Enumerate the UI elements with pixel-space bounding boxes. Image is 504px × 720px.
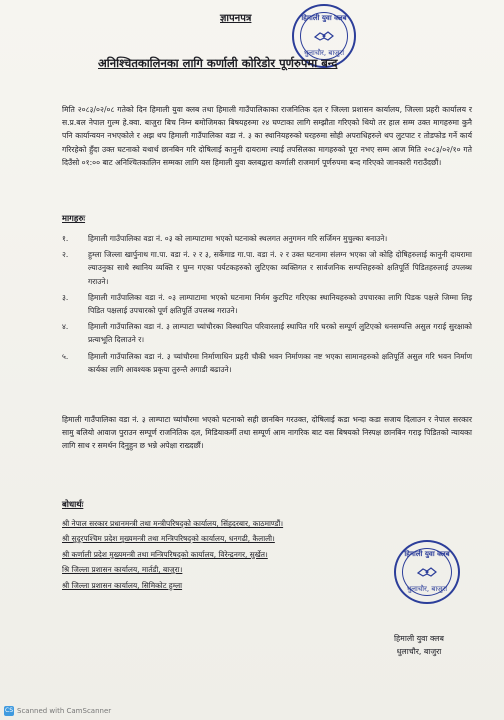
cc-recipient: श्री सुदूरपश्चिम प्रदेश मुख्यमन्त्री तथा मन्त्रिपरिषद्को कार्यालय, धनगढी, कैलाली। bbox=[62, 534, 275, 544]
demand-number: ५. bbox=[62, 351, 69, 361]
demand-text: हुम्ला जिल्ला खार्पुनाथ गा.पा. वडा नं. २ र ३, सर्केगाड गा.पा. वडा नं. २ र उक्त घटनामा संलग्न भएका जो कोहि दोषिहरुलाई कानुनी दायरामा ल्याउनुका साथै स्थानिय व्यक्ति र घुम्न गएका पर्यटकहरुको लुटिएका व्यक्तिगत र सार्वजनिक सम्पत्तिहरुको क्षतिपूर्ति पिडितहरुलाई उपलब्ध गराउने। bbox=[88, 250, 472, 286]
demand-number: ४. bbox=[62, 322, 69, 332]
cc-recipient: श्रि जिल्ला प्रशासन कार्यालय, मार्तडी, बाजुरा। bbox=[62, 565, 183, 575]
stamp-bottom-text: धुलाचौर, बाजुरा bbox=[406, 585, 448, 593]
scanner-watermark bbox=[4, 706, 111, 716]
demand-item bbox=[62, 320, 472, 346]
cc-recipient: श्री जिल्ला प्रशासन कार्यालय, सिमिकोट हुम्ला bbox=[62, 580, 183, 590]
club-stamp-bottom bbox=[394, 540, 460, 604]
document-title-text: अनिश्चितकालिनका लागि कर्णाली कोरिडोर पूर्णरुपमा बन्द bbox=[98, 56, 338, 70]
notice-label: ज्ञापनपत्र bbox=[220, 13, 252, 24]
demand-item bbox=[62, 248, 472, 288]
cc-recipient: श्री कर्णाली प्रदेश मुख्यमन्त्री तथा मन्त्रिपरिषद्को कार्यालय, विरेन्द्रनगर, सुर्खेत। bbox=[62, 549, 268, 559]
demand-number: १. bbox=[62, 234, 69, 243]
demands-list bbox=[62, 232, 472, 379]
signature-address: धुलाचौर, बाजुरा bbox=[396, 646, 442, 656]
signature-org: हिमाली युवा क्लब bbox=[394, 634, 444, 643]
cc-recipient: श्री नेपाल सरकार प्रधानमन्त्री तथा मन्त्रीपरिषद्को कार्यालय, सिंहदरबार, काठमाण्डौं। bbox=[62, 519, 284, 528]
cc-list bbox=[62, 516, 283, 593]
demand-number: ३. bbox=[62, 292, 69, 302]
scanner-text: Scanned with CamScanner bbox=[17, 707, 112, 715]
stamp-bottom-text: धुलाचौर, बाजुरा bbox=[303, 49, 345, 57]
camscanner-icon: CS bbox=[5, 707, 13, 714]
cc-heading: बोधार्थः bbox=[62, 499, 84, 509]
stamp-top-text: हिमाली युवा क्लब bbox=[404, 550, 450, 558]
demand-text: हिमाली गाउँपालिका वडा नं. ३ च्यांचौरमा निर्माणाधिन प्रहरी चौकी भवन निर्माणका नष्ट भएका सामानहरुको क्षतिपूर्ति असुल गरि भवन निर्माण कार्यका लागि आवश्यक प्रकृया तुरुन्तै अगाडी बढाउने। bbox=[88, 351, 472, 374]
demand-text: हिमाली गाउँपालिका वडा नं. ०३ को लाम्पाटामा भएको घटनाको स्थलगत अनुगमन गरि सर्जिमन मुचुल्का बनाउने। bbox=[88, 234, 388, 243]
document-title bbox=[98, 56, 337, 71]
stamp-top-text: हिमाली युवा क्लब bbox=[301, 14, 347, 22]
demand-number: २. bbox=[62, 250, 69, 260]
demand-item bbox=[62, 232, 472, 245]
signature-block bbox=[394, 633, 444, 658]
demand-text: हिमाली गाउँपालिका वडा नं. ०३ लाम्पाटामा भएको घटनामा निर्मम कुटपिट गरिएका स्थानियहरुको उपचारका लागि पिडक पक्षले जिम्मा लिइ पिडित पक्षलाई उपचारको पूर्ण क्षतिपूर्ति उपलब्ध गराउने। bbox=[88, 292, 472, 316]
demand-item bbox=[62, 291, 472, 317]
appeal-paragraph: हिमाली गाउँपालिका वडा नं. ३ लाम्पाटा च्यांचौरमा भएको घटनाको सही छानबिन गरउक्त, दोषिलाई कडा भन्दा कडा सजाय दिलाउन र नेपाल सरकार सामु बलियो आवाज पुराउन सम्पूर्ण राजनितिक दल, मिडियाकर्मी तथा सम्पूर्ण आम नागरिक बाट यस बिषयको निस्पक्ष छानबिन गराइ पिडितको न्यायका लागि साथ र समर्थन दिनुहुन छ भन्ने अपेक्षा राख्दछौं। bbox=[62, 414, 472, 451]
handshake-icon bbox=[417, 565, 437, 579]
demand-item bbox=[62, 350, 472, 376]
demands-heading: मागहरुः bbox=[62, 213, 86, 223]
intro-paragraph: मिति २०८३/०२/०८ गतेको दिन हिमाली युवा क्लब तथा हिमाली गाउँपालिकाका राजनितिक दल र जिल्ला प्रशासन कार्यालय, जिल्ला प्रहरी कार्यालय र स.प्र.बल नेपाल गुल्म हे.क्वा. बाजुरा बिच निम्न बमोजिमका बिषयहरुमा २४ घण्टाका लागि सम्झौता गरिएको थियो तर हाल सम्म उक्त मागहरुमा कुनै पनि कार्यान्वयन नभएकोले र अझ थप हिमाली गाउँपालिका वडा नं. ३ का स्थानियहरुको घरहरुमा सोही अपराधिहरुले थप लुटपाट र तोडफोड गर्ने कार्य गरिरहेको हुँदा उक्त घटनाको यथार्थ छानबिन गरि दोषिलाई कानुनी दायरामा ल्याई तपसिलका मागहरुको पूरा नभए सम्म आज मिति २०८३/०२/१० गते दिउँसो ०१:०० बाट अनिश्चितकालिन सम्मका लागि यस हिमाली युवा क्लबद्वारा कर्णाली राजमार्ग पूर्णरुपमा बन्द गरिएको जानकारी गराउँदछौं। bbox=[62, 104, 472, 168]
handshake-icon bbox=[314, 29, 334, 43]
demand-text: हिमाली गाउँपालिका वडा नं. ३ लाम्पाटा च्यांचौरका विस्थापित परिवारलाई स्थापित गरि घरको सम्पूर्ण लुटिएको धनसम्पत्ति असुल गराई सुरक्षाको प्रत्याभूति दिलाउने र। bbox=[88, 322, 472, 345]
